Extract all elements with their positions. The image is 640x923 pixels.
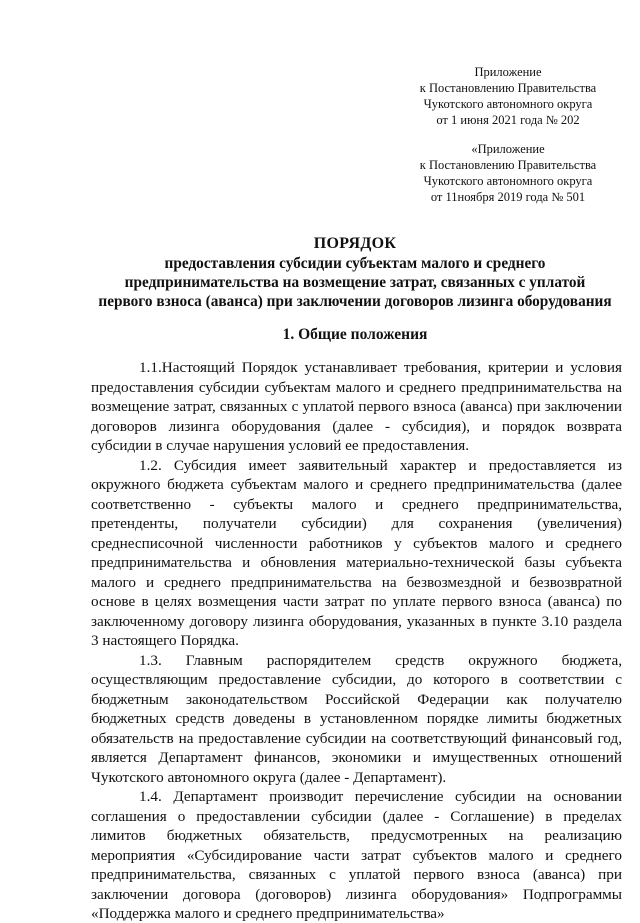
document-title xyxy=(60,234,640,311)
paragraph-1-3: 1.3. Главным распорядителем средств окружного бюджета, осуществляющим предоставление субсидии, до которого в соответствии с бюджетным законодательством Российской Федерации как получателю бюджетных средств доведены в установленном порядке лимиты бюджетных обязательств на предоставление субсидии на соответствующий финансовый год, является Департамент финансов, экономики и имущественных отношений Чукотского автономного округа (далее - Департамент). xyxy=(91,651,622,786)
paragraph-1-2: 1.2. Субсидия имеет заявительный характер и предоставляется из окружного бюджета субъектам малого и среднего предпринимательства (далее соответственно - субъекты малого и среднего предпринимательства, претенденты, получатели субсидии) для сохранения (увеличения) среднесписочной численности работников у субъектов малого и среднего предпринимательства и обновления материально-технической базы субъекта малого и среднего предпринимательства на безвозмездной и безвозвратной основе в целях возмещения части затрат по уплате первого взноса (аванса) по заключенному договору лизинга оборудования, указанных в пункте 3.10 раздела 3 настоящего Порядка. xyxy=(91,456,622,649)
approval-line: «Приложение xyxy=(471,142,545,156)
title-line: предпринимательства на возмещение затрат, связанных с уплатой xyxy=(124,274,586,291)
section-body xyxy=(91,358,622,923)
approval-stamp-previous xyxy=(380,141,636,205)
section-heading: 1. Общие положения xyxy=(282,326,428,343)
approval-stamp-current xyxy=(380,64,636,128)
approval-line: Чукотского автономного округа xyxy=(423,97,593,111)
paragraph-1-4: 1.4. Департамент производит перечисление субсидии на основании соглашения о предоставлении субсидии (далее - Соглашение) в пределах лимитов бюджетных обязательств, предусмотренных на реализацию мероприятия «Субсидирование части затрат субъектов малого и среднего предпринимательства, связанных с уплатой первого взноса (аванса) при заключении договора (договоров) лизинга оборудования» Подпрограммы «Поддержка малого и среднего предпринимательства» xyxy=(91,788,622,922)
approval-line: от 1 июня 2021 года № 202 xyxy=(436,113,580,127)
approval-line: Чукотского автономного округа xyxy=(423,174,593,188)
approval-line: к Постановлению Правительства xyxy=(419,158,597,172)
title-line: предоставления субсидии субъектам малого и среднего xyxy=(164,255,546,272)
paragraph-1-1: 1.1.Настоящий Порядок устанавливает требования, критерии и условия предоставления субсидии субъектам малого и среднего предпринимательства на возмещение затрат, связанных с уплатой первого взноса (аванса) при заключении договоров лизинга оборудования (далее - субсидия), и порядок возврата субсидии в случае нарушения условий ее предоставления. xyxy=(91,359,622,454)
approval-line: от 11ноября 2019 года № 501 xyxy=(430,190,586,204)
approval-line: Приложение xyxy=(474,65,542,79)
title-line: первого взноса (аванса) при заключении договоров лизинга оборудования xyxy=(98,293,612,310)
title-main: ПОРЯДОК xyxy=(313,235,397,252)
approval-line: к Постановлению Правительства xyxy=(419,81,597,95)
